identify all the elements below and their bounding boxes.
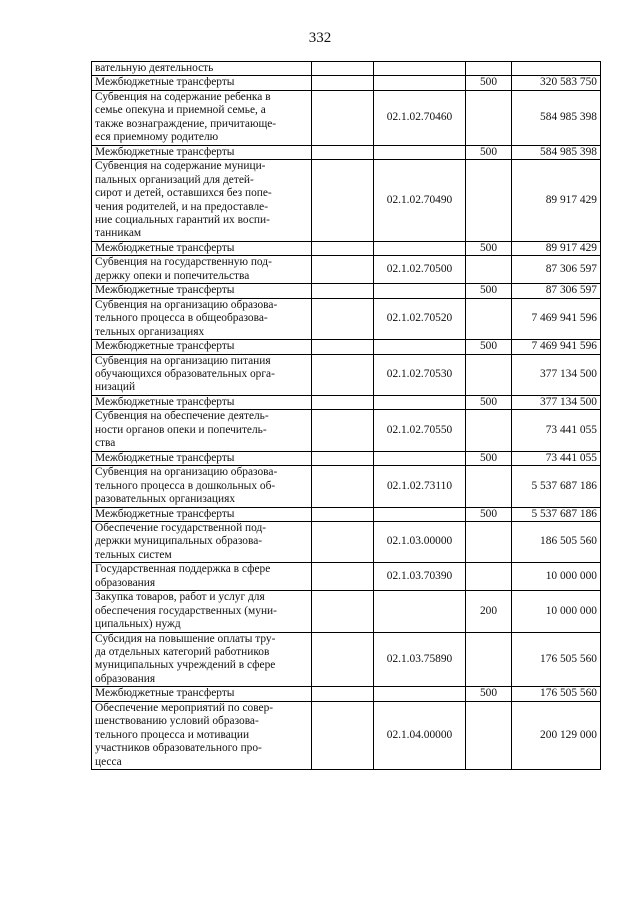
target-code-cell: 02.1.03.00000	[374, 521, 466, 562]
amount-cell: 7 469 941 596	[512, 340, 601, 354]
budget-table	[91, 61, 601, 770]
expense-type-cell: 200	[466, 591, 512, 632]
blank-cell	[312, 395, 374, 409]
expense-type-cell	[466, 563, 512, 591]
item-name-cell: Межбюджетные трансферты	[92, 284, 312, 298]
amount-cell: 7 469 941 596	[512, 298, 601, 339]
amount-cell: 89 917 429	[512, 241, 601, 255]
amount-cell: 584 985 398	[512, 90, 601, 145]
blank-cell	[312, 160, 374, 242]
table-row	[92, 241, 601, 255]
expense-type-cell: 500	[466, 687, 512, 701]
amount-cell: 10 000 000	[512, 591, 601, 632]
target-code-cell: 02.1.02.70460	[374, 90, 466, 145]
table-row	[92, 395, 601, 409]
target-code-cell	[374, 687, 466, 701]
amount-cell: 186 505 560	[512, 521, 601, 562]
table-row	[92, 521, 601, 562]
amount-cell: 320 583 750	[512, 76, 601, 90]
blank-cell	[312, 354, 374, 395]
blank-cell	[312, 632, 374, 687]
item-name-cell: Закупка товаров, работ и услуг для обеспечения государственных (муни- ципальных) нужд	[92, 591, 312, 632]
amount-cell: 584 985 398	[512, 145, 601, 159]
table-row	[92, 160, 601, 242]
table-row	[92, 62, 601, 76]
target-code-cell	[374, 591, 466, 632]
budget-table-body	[92, 62, 601, 770]
blank-cell	[312, 241, 374, 255]
blank-cell	[312, 256, 374, 284]
item-name-cell: Межбюджетные трансферты	[92, 145, 312, 159]
amount-cell	[512, 62, 601, 76]
expense-type-cell	[466, 62, 512, 76]
expense-type-cell	[466, 410, 512, 451]
expense-type-cell	[466, 632, 512, 687]
table-row	[92, 507, 601, 521]
item-name-cell: Межбюджетные трансферты	[92, 340, 312, 354]
target-code-cell: 02.1.04.00000	[374, 701, 466, 769]
target-code-cell	[374, 340, 466, 354]
expense-type-cell	[466, 256, 512, 284]
table-row	[92, 256, 601, 284]
blank-cell	[312, 563, 374, 591]
item-name-cell: Государственная поддержка в сфере образования	[92, 563, 312, 591]
amount-cell: 10 000 000	[512, 563, 601, 591]
target-code-cell: 02.1.02.73110	[374, 466, 466, 507]
item-name-cell: Обеспечение мероприятий по совер- шенствованию условий образова- тельного процесса и мотивации участников образовательного про- цесса	[92, 701, 312, 769]
item-name-cell: Субвенция на обеспечение деятель- ности органов опеки и попечитель- ства	[92, 410, 312, 451]
target-code-cell: 02.1.02.70490	[374, 160, 466, 242]
blank-cell	[312, 298, 374, 339]
blank-cell	[312, 410, 374, 451]
table-row	[92, 451, 601, 465]
item-name-cell: Субвенция на содержание ребенка в семье опекуна и приемной семье, а также вознаграждение, причитающе- еся приемному родителю	[92, 90, 312, 145]
table-row	[92, 284, 601, 298]
item-name-cell: Обеспечение государственной под- держки муниципальных образова- тельных систем	[92, 521, 312, 562]
table-row	[92, 298, 601, 339]
blank-cell	[312, 340, 374, 354]
blank-cell	[312, 90, 374, 145]
blank-cell	[312, 284, 374, 298]
blank-cell	[312, 466, 374, 507]
table-row	[92, 340, 601, 354]
table-row	[92, 410, 601, 451]
amount-cell: 200 129 000	[512, 701, 601, 769]
table-row	[92, 145, 601, 159]
expense-type-cell	[466, 160, 512, 242]
amount-cell: 176 505 560	[512, 632, 601, 687]
expense-type-cell: 500	[466, 241, 512, 255]
expense-type-cell	[466, 466, 512, 507]
item-name-cell: Субвенция на организацию питания обучающихся образовательных орга- низаций	[92, 354, 312, 395]
table-row	[92, 466, 601, 507]
item-name-cell: Межбюджетные трансферты	[92, 451, 312, 465]
amount-cell: 73 441 055	[512, 451, 601, 465]
table-row	[92, 632, 601, 687]
blank-cell	[312, 451, 374, 465]
item-name-cell: Межбюджетные трансферты	[92, 687, 312, 701]
blank-cell	[312, 521, 374, 562]
target-code-cell	[374, 62, 466, 76]
target-code-cell	[374, 507, 466, 521]
item-name-cell: Субвенция на организацию образова- тельного процесса в дошкольных об- разовательных организациях	[92, 466, 312, 507]
amount-cell: 377 134 500	[512, 395, 601, 409]
amount-cell: 5 537 687 186	[512, 466, 601, 507]
expense-type-cell: 500	[466, 145, 512, 159]
expense-type-cell: 500	[466, 451, 512, 465]
blank-cell	[312, 701, 374, 769]
expense-type-cell: 500	[466, 340, 512, 354]
expense-type-cell: 500	[466, 507, 512, 521]
item-name-cell: Межбюджетные трансферты	[92, 507, 312, 521]
target-code-cell: 02.1.02.70530	[374, 354, 466, 395]
item-name-cell: Межбюджетные трансферты	[92, 395, 312, 409]
amount-cell: 87 306 597	[512, 256, 601, 284]
item-name-cell: вательную деятельность	[92, 62, 312, 76]
target-code-cell	[374, 241, 466, 255]
item-name-cell: Субвенция на организацию образова- тельного процесса в общеобразова- тельных организациях	[92, 298, 312, 339]
target-code-cell: 02.1.02.70520	[374, 298, 466, 339]
amount-cell: 73 441 055	[512, 410, 601, 451]
target-code-cell	[374, 284, 466, 298]
blank-cell	[312, 687, 374, 701]
amount-cell: 5 537 687 186	[512, 507, 601, 521]
expense-type-cell: 500	[466, 284, 512, 298]
item-name-cell: Межбюджетные трансферты	[92, 76, 312, 90]
table-row	[92, 591, 601, 632]
target-code-cell: 02.1.02.70550	[374, 410, 466, 451]
page-number: 332	[308, 30, 332, 46]
expense-type-cell	[466, 521, 512, 562]
blank-cell	[312, 145, 374, 159]
expense-type-cell	[466, 701, 512, 769]
target-code-cell: 02.1.03.75890	[374, 632, 466, 687]
target-code-cell	[374, 76, 466, 90]
amount-cell: 87 306 597	[512, 284, 601, 298]
target-code-cell: 02.1.03.70390	[374, 563, 466, 591]
item-name-cell: Субвенция на государственную под- держку опеки и попечительства	[92, 256, 312, 284]
blank-cell	[312, 62, 374, 76]
amount-cell: 89 917 429	[512, 160, 601, 242]
expense-type-cell: 500	[466, 395, 512, 409]
expense-type-cell	[466, 298, 512, 339]
expense-type-cell: 500	[466, 76, 512, 90]
table-row	[92, 90, 601, 145]
target-code-cell	[374, 145, 466, 159]
table-row	[92, 563, 601, 591]
blank-cell	[312, 507, 374, 521]
table-row	[92, 701, 601, 769]
target-code-cell: 02.1.02.70500	[374, 256, 466, 284]
table-row	[92, 687, 601, 701]
table-row	[92, 76, 601, 90]
item-name-cell: Межбюджетные трансферты	[92, 241, 312, 255]
target-code-cell	[374, 395, 466, 409]
expense-type-cell	[466, 90, 512, 145]
item-name-cell: Субвенция на содержание муници- пальных организаций для детей- сирот и детей, оставшихся без попе- чения родителей, и на предоставле- ние социальных гарантий их воспи- танникам	[92, 160, 312, 242]
blank-cell	[312, 76, 374, 90]
item-name-cell: Субсидия на повышение оплаты тру- да отдельных категорий работников муниципальных учреждений в сфере образования	[92, 632, 312, 687]
amount-cell: 176 505 560	[512, 687, 601, 701]
blank-cell	[312, 591, 374, 632]
expense-type-cell	[466, 354, 512, 395]
table-row	[92, 354, 601, 395]
target-code-cell	[374, 451, 466, 465]
amount-cell: 377 134 500	[512, 354, 601, 395]
